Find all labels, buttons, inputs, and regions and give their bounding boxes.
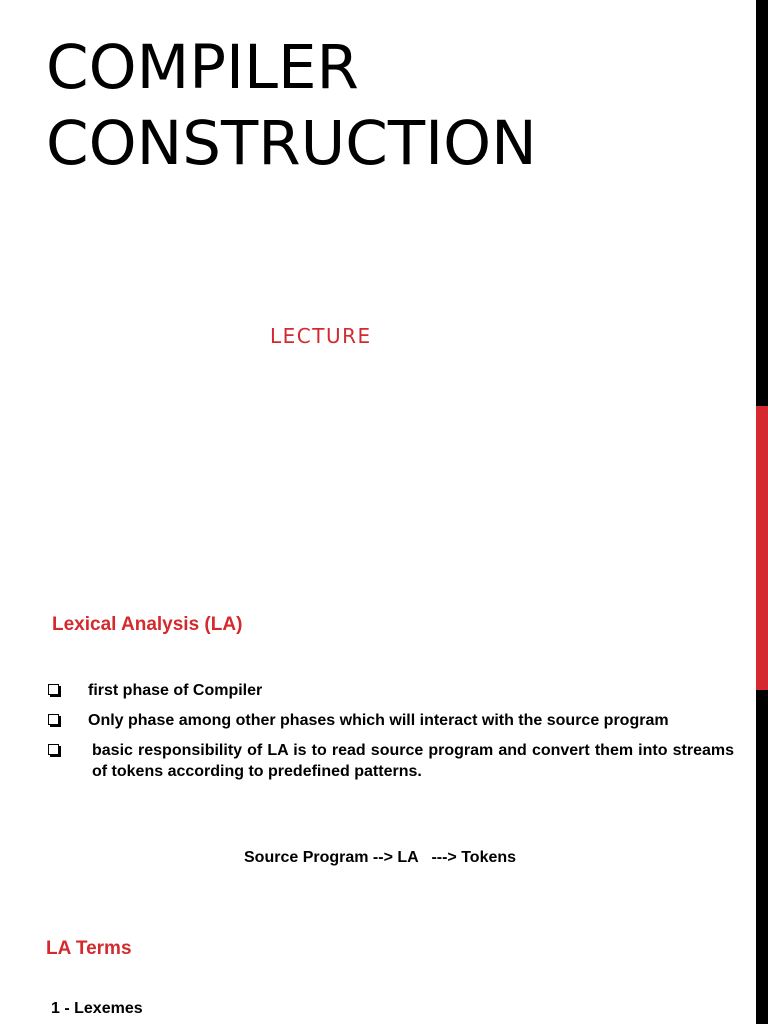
process-flow-line: Source Program --> LA ---> Tokens (244, 849, 517, 866)
side-bar-bottom (756, 690, 768, 1024)
checkbox-bullet-icon (48, 714, 59, 725)
list-item (46, 710, 734, 731)
list-item (46, 680, 734, 701)
term-item: 1 - Lexemes (51, 1000, 143, 1017)
lexical-analysis-heading: Lexical Analysis (LA) (52, 614, 243, 635)
bullet-text: Only phase among other phases which will interact with the source program (88, 712, 669, 729)
side-bar-top (756, 0, 768, 406)
page-title (46, 30, 537, 182)
subtitle: LECTURE (270, 324, 372, 348)
bullet-text: first phase of Compiler (88, 682, 263, 699)
title-line-2: CONSTRUCTION (46, 108, 537, 179)
checkbox-bullet-icon (48, 684, 59, 695)
list-item (46, 740, 734, 782)
lexical-bullet-list (46, 680, 734, 791)
bullet-text: basic responsibility of LA is to read source program and convert them into streams of tokens according to predefined patterns. (92, 742, 734, 780)
title-line-1: COMPILER (46, 32, 359, 103)
side-bar-accent (756, 406, 768, 690)
checkbox-bullet-icon (48, 744, 59, 755)
la-terms-heading: LA Terms (46, 938, 132, 959)
